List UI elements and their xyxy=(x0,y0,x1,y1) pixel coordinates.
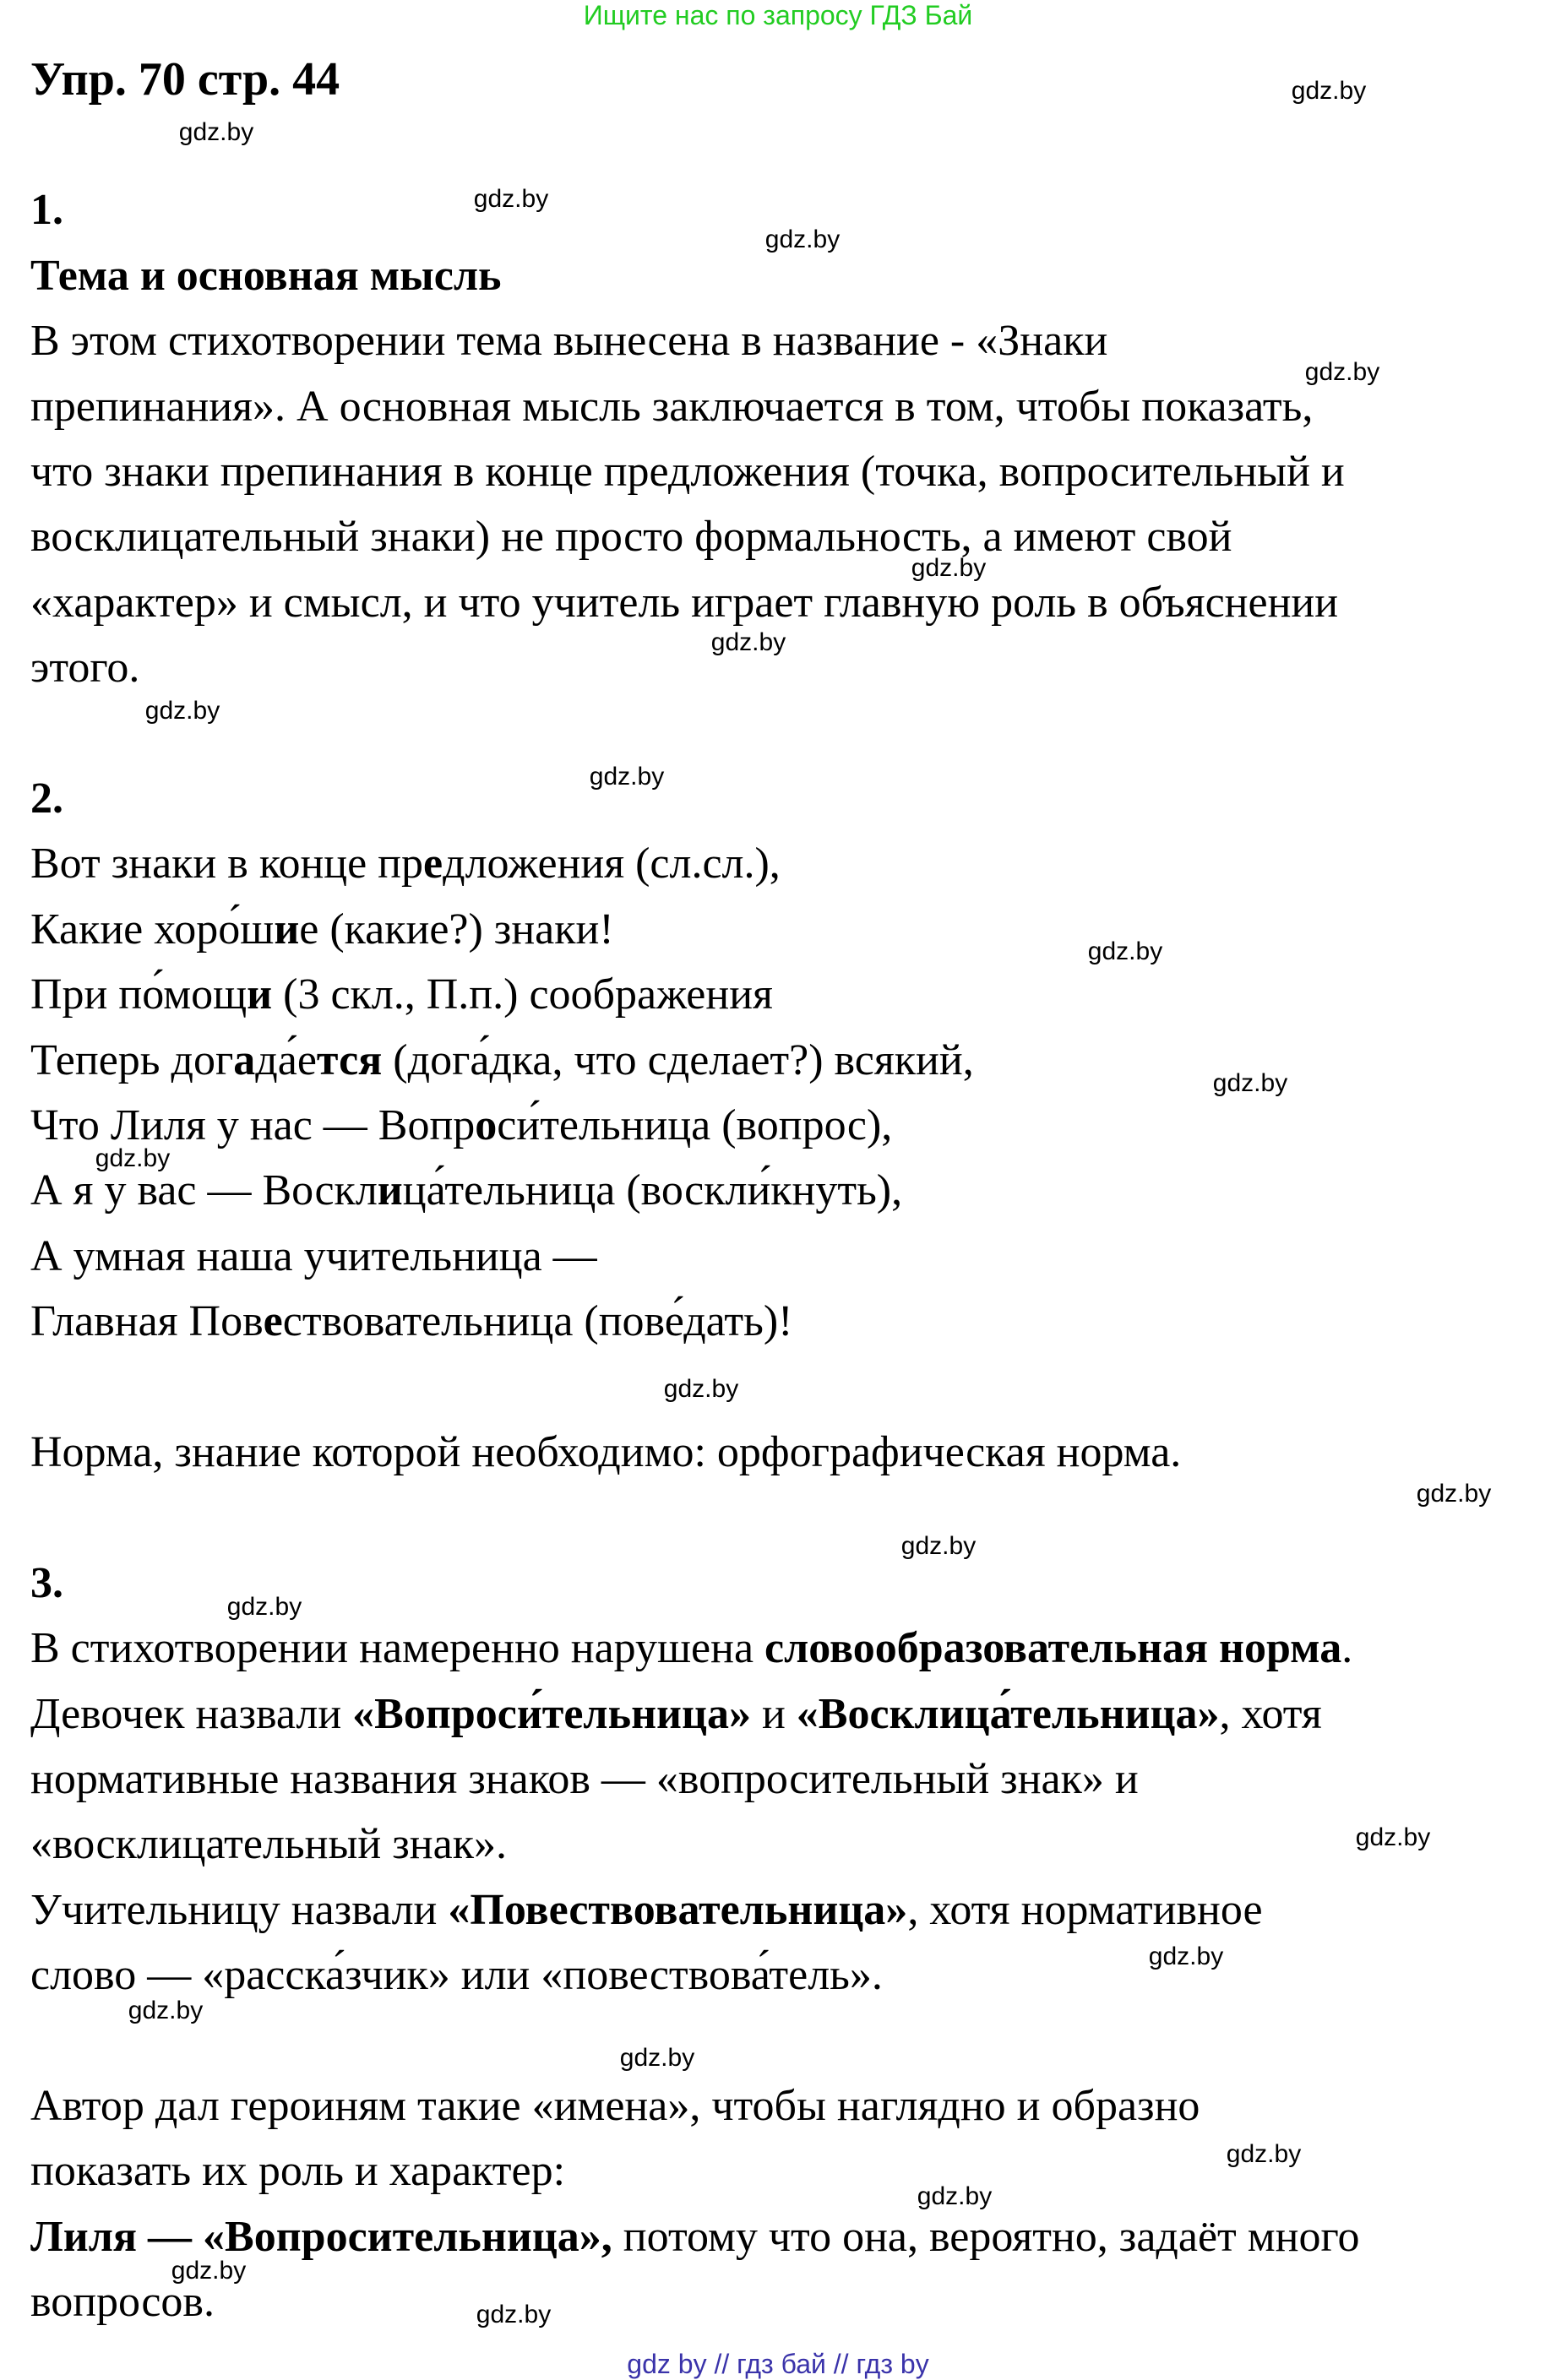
text-segment: вопросов. xyxy=(30,2278,215,2326)
text-line xyxy=(30,1682,1322,1747)
watermark: gdz.by xyxy=(1416,1480,1492,1508)
watermark: gdz.by xyxy=(917,2182,993,2210)
text-segment: В стихотворении намеренно нарушена xyxy=(30,1624,765,1672)
text-segment: показать их роль и характер: xyxy=(30,2147,566,2195)
bold-text-segment: Тема и основная мысль xyxy=(30,252,502,300)
promo-banner: Ищите нас по запросу ГДЗ Бай xyxy=(583,0,973,30)
page-title: Упр. 70 стр. 44 xyxy=(30,53,340,106)
section-number xyxy=(30,766,63,831)
bold-text-segment: «Восклица́тельница» xyxy=(796,1690,1220,1738)
text-line xyxy=(30,1616,1352,1681)
bold-text-segment: «Вопроси́тельница» xyxy=(352,1690,751,1738)
bold-text-segment: 2. xyxy=(30,774,63,823)
section-number xyxy=(30,177,63,242)
watermark: gdz.by xyxy=(900,1532,977,1560)
text-segment: А я у вас — Воскл xyxy=(30,1166,378,1214)
watermark: gdz.by xyxy=(128,1997,204,2024)
text-line xyxy=(30,1420,1181,1485)
watermark: gdz.by xyxy=(1087,937,1163,965)
text-segment: что знаки препинания в конце предложения (точка, вопросительный и xyxy=(30,448,1345,496)
text-line xyxy=(30,570,1338,635)
text-line xyxy=(30,439,1345,504)
text-line xyxy=(30,374,1313,439)
text-segment: ствовательница (пове́дать)! xyxy=(282,1297,793,1345)
watermark: gdz.by xyxy=(178,118,254,146)
text-segment: Какие хоро́ш xyxy=(30,905,275,954)
text-line xyxy=(30,1747,1139,1812)
text-segment: Главная Пов xyxy=(30,1297,264,1345)
bold-text-segment: и xyxy=(377,1166,403,1214)
text-line xyxy=(30,635,139,700)
text-segment: В этом стихотворении тема вынесена в название - «Знаки xyxy=(30,317,1108,365)
text-line xyxy=(30,1877,1263,1943)
text-segment: , хотя xyxy=(1219,1690,1322,1738)
watermark: gdz.by xyxy=(1355,1823,1431,1851)
text-segment: Вот знаки в конце пр xyxy=(30,840,424,888)
section-number xyxy=(30,1551,63,1616)
text-segment: , хотя нормативное xyxy=(907,1886,1263,1934)
text-segment: Учительницу назвали xyxy=(30,1886,449,1934)
bold-text-segment: е xyxy=(423,840,443,888)
text-segment: (дога́дка, что сделает?) всякий, xyxy=(382,1036,974,1084)
watermark: gdz.by xyxy=(473,185,549,213)
text-segment: препинания». А основная мысль заключается в том, чтобы показать, xyxy=(30,383,1314,431)
text-segment: нормативные названия знаков — «вопросительный знак» и xyxy=(30,1755,1139,1803)
poem-line xyxy=(30,1289,792,1354)
bold-text-segment: о xyxy=(475,1101,498,1149)
text-segment: и xyxy=(750,1690,797,1738)
text-segment: Норма, знание которой необходимо: орфографическая норма. xyxy=(30,1428,1182,1476)
watermark: gdz.by xyxy=(710,628,786,656)
poem-line xyxy=(30,1224,597,1289)
text-segment: потому что она, вероятно, задаёт много xyxy=(612,2213,1360,2261)
text-line xyxy=(30,2073,1200,2138)
text-segment: А умная наша учительница — xyxy=(30,1232,597,1280)
text-segment: Автор дал героиням такие «имена», чтобы наглядно и образно xyxy=(30,2082,1200,2130)
watermark: gdz.by xyxy=(171,2257,247,2285)
text-line xyxy=(30,2138,565,2203)
watermark: gdz.by xyxy=(619,2044,695,2072)
text-segment: этого. xyxy=(30,644,140,692)
bold-text-segment: 3. xyxy=(30,1559,63,1607)
bold-text-segment: 1. xyxy=(30,186,63,234)
text-segment: «восклицательный знак». xyxy=(30,1820,507,1868)
watermark: gdz.by xyxy=(1212,1069,1288,1097)
section-heading xyxy=(30,243,502,308)
bold-text-segment: словообразовательная норма xyxy=(764,1624,1342,1672)
text-segment: си́тельница (вопрос), xyxy=(497,1101,893,1149)
bold-text-segment: и xyxy=(247,970,273,1019)
bold-text-segment: а xyxy=(233,1036,256,1084)
bold-text-segment: и xyxy=(274,905,300,954)
text-segment: Что Лиля у нас — Вопр xyxy=(30,1101,476,1149)
watermark: gdz.by xyxy=(663,1375,739,1403)
text-segment: дложения (сл.сл.), xyxy=(443,840,781,888)
watermark: gdz.by xyxy=(144,697,220,725)
text-line xyxy=(30,504,1232,569)
text-line xyxy=(30,308,1107,373)
watermark: gdz.by xyxy=(1226,2140,1302,2168)
text-line xyxy=(30,1812,507,1877)
text-segment: Теперь дог xyxy=(30,1036,234,1084)
text-segment: восклицательный знаки) не просто формальность, а имеют свой xyxy=(30,513,1232,561)
watermark: gdz.by xyxy=(911,554,987,582)
poem-line xyxy=(30,831,781,896)
text-segment: Девочек назвали xyxy=(30,1690,353,1738)
bold-text-segment: е xyxy=(263,1297,283,1345)
bold-text-segment: «Повествовательница» xyxy=(448,1886,908,1934)
watermark: gdz.by xyxy=(764,226,841,253)
bold-text-segment: тся xyxy=(316,1036,383,1084)
text-segment: «характер» и смысл, и что учитель играет главную роль в объяснении xyxy=(30,579,1339,627)
watermark: gdz.by xyxy=(226,1593,302,1621)
text-segment: слово — «расска́зчик» или «повествова́тель». xyxy=(30,1951,883,1999)
watermark: gdz.by xyxy=(589,763,665,791)
poem-line xyxy=(30,962,773,1027)
text-segment: При по́мощ xyxy=(30,970,248,1019)
watermark: gdz.by xyxy=(476,2301,552,2328)
poem-line xyxy=(30,897,614,962)
bold-text-segment: Лиля — «Вопросительница», xyxy=(30,2213,612,2261)
text-segment: да́е xyxy=(255,1036,317,1084)
watermark: gdz.by xyxy=(1291,77,1367,105)
text-segment: е (какие?) знаки! xyxy=(299,905,614,954)
text-segment: . xyxy=(1341,1624,1353,1672)
text-segment: ца́тельница (воскли́кнуть), xyxy=(402,1166,903,1214)
footer-links: gdz by // гдз бай // гдз by xyxy=(627,2349,929,2379)
watermark: gdz.by xyxy=(1304,358,1380,386)
poem-line xyxy=(30,1028,974,1093)
text-segment: (3 скл., П.п.) соображения xyxy=(272,970,773,1019)
watermark: gdz.by xyxy=(1148,1943,1224,1970)
watermark: gdz.by xyxy=(95,1144,171,1172)
